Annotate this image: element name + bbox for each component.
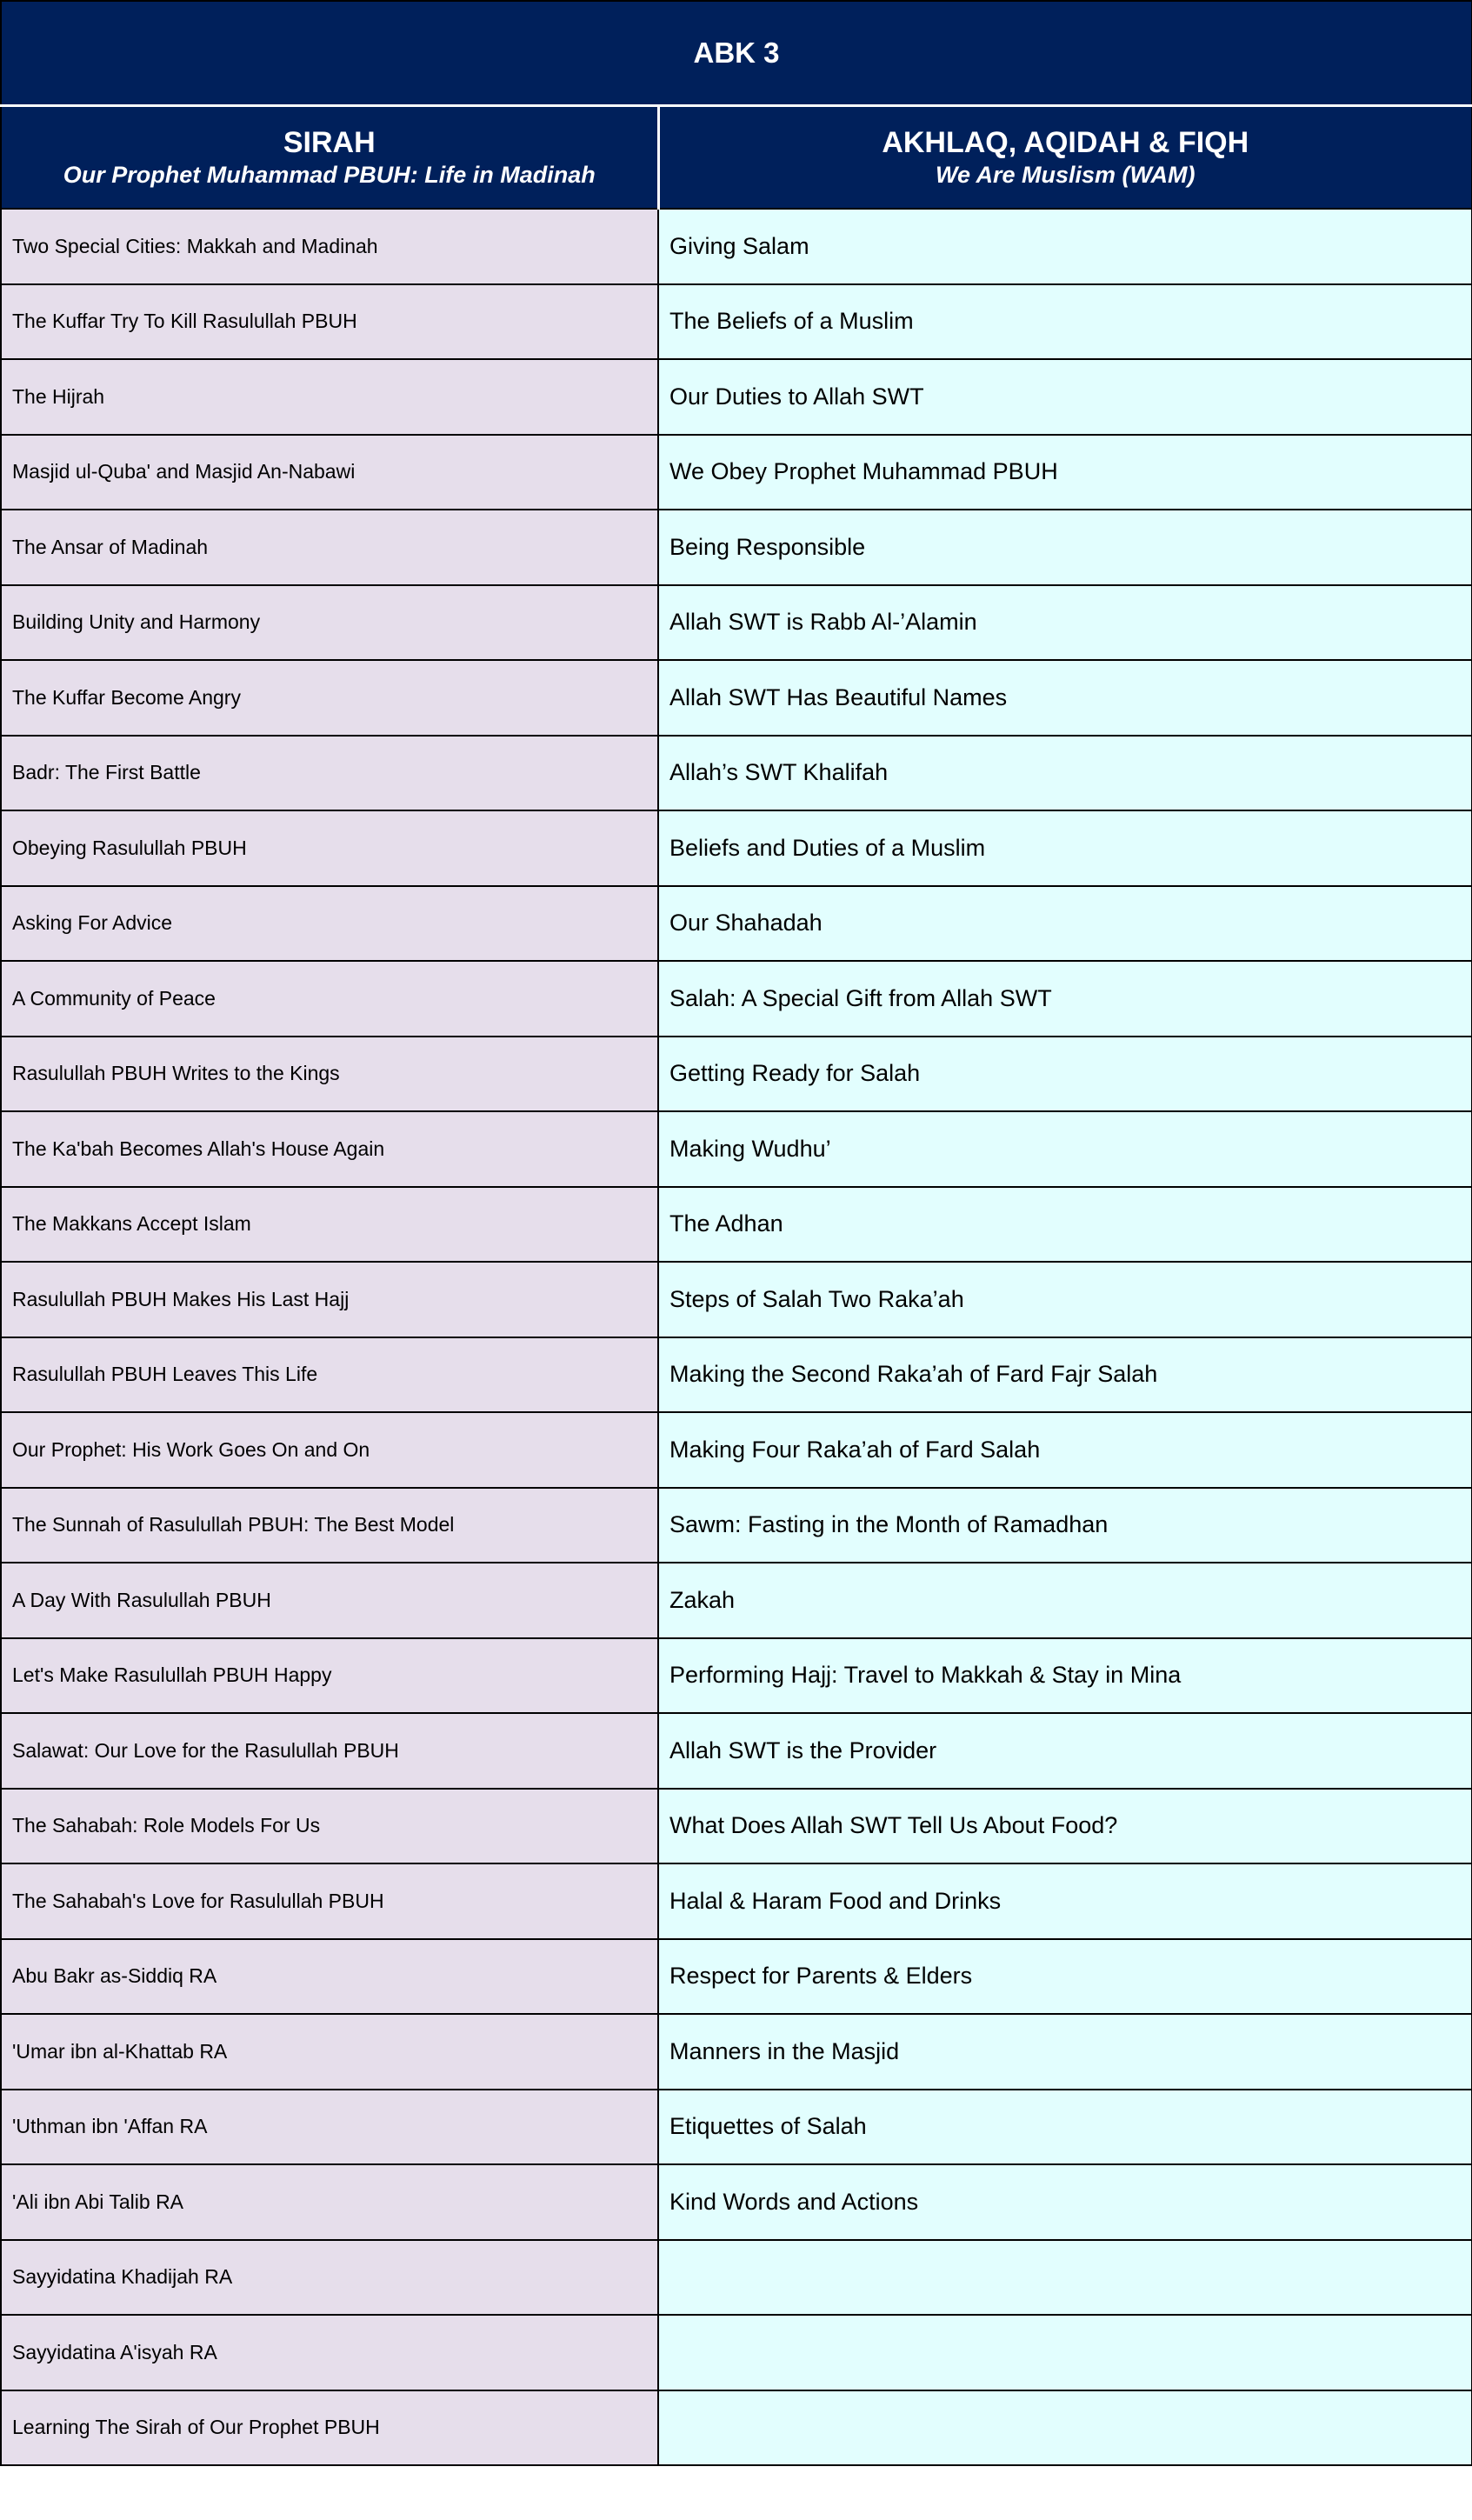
sirah-column-header bbox=[1, 106, 658, 210]
table-row bbox=[1, 2315, 1472, 2390]
sirah-topic-cell: Learning The Sirah of Our Prophet PBUH bbox=[1, 2390, 658, 2466]
table-row bbox=[1, 1563, 1472, 1638]
column-header-row bbox=[1, 106, 1472, 210]
sirah-topic-cell: 'Umar ibn al-Khattab RA bbox=[1, 2014, 658, 2090]
akhlaq-column-subtitle: We Are Muslism (WAM) bbox=[935, 162, 1196, 188]
sirah-topic-cell: Masjid ul-Quba' and Masjid An-Nabawi bbox=[1, 435, 658, 510]
sirah-topic-cell: Abu Bakr as-Siddiq RA bbox=[1, 1939, 658, 2015]
sirah-topic-cell: Salawat: Our Love for the Rasulullah PBUH bbox=[1, 1713, 658, 1789]
akhlaq-topic-cell: The Beliefs of a Muslim bbox=[658, 284, 1472, 360]
akhlaq-topic-cell: Our Duties to Allah SWT bbox=[658, 359, 1472, 435]
akhlaq-topic-cell: What Does Allah SWT Tell Us About Food? bbox=[658, 1789, 1472, 1864]
akhlaq-topic-cell: Giving Salam bbox=[658, 209, 1472, 284]
table-row bbox=[1, 1939, 1472, 2015]
sirah-topic-cell: The Sahabah's Love for Rasulullah PBUH bbox=[1, 1863, 658, 1939]
akhlaq-topic-cell: Sawm: Fasting in the Month of Ramadhan bbox=[658, 1488, 1472, 1563]
akhlaq-topic-cell: Respect for Parents & Elders bbox=[658, 1939, 1472, 2015]
table-row bbox=[1, 1262, 1472, 1337]
akhlaq-topic-cell: Zakah bbox=[658, 1563, 1472, 1638]
sirah-topic-cell: Let's Make Rasulullah PBUH Happy bbox=[1, 1638, 658, 1714]
table-row bbox=[1, 660, 1472, 736]
table-row bbox=[1, 359, 1472, 435]
akhlaq-topic-cell bbox=[658, 2315, 1472, 2390]
sirah-topic-cell: Rasulullah PBUH Leaves This Life bbox=[1, 1337, 658, 1413]
akhlaq-topic-cell: Allah SWT Has Beautiful Names bbox=[658, 660, 1472, 736]
akhlaq-topic-cell: Allah’s SWT Khalifah bbox=[658, 736, 1472, 811]
table-row bbox=[1, 2014, 1472, 2090]
table-row bbox=[1, 209, 1472, 284]
table-row bbox=[1, 1863, 1472, 1939]
table-body bbox=[1, 209, 1472, 2465]
table-row bbox=[1, 510, 1472, 585]
akhlaq-topic-cell: Performing Hajj: Travel to Makkah & Stay in Mina bbox=[658, 1638, 1472, 1714]
table-row bbox=[1, 810, 1472, 886]
akhlaq-topic-cell: Beliefs and Duties of a Muslim bbox=[658, 810, 1472, 886]
akhlaq-topic-cell: Steps of Salah Two Raka’ah bbox=[658, 1262, 1472, 1337]
akhlaq-column-header bbox=[658, 106, 1472, 210]
table-row bbox=[1, 2390, 1472, 2466]
sirah-topic-cell: Sayyidatina A'isyah RA bbox=[1, 2315, 658, 2390]
table-row bbox=[1, 961, 1472, 1037]
table-row bbox=[1, 1337, 1472, 1413]
akhlaq-topic-cell: Being Responsible bbox=[658, 510, 1472, 585]
table-row bbox=[1, 2164, 1472, 2240]
akhlaq-topic-cell bbox=[658, 2240, 1472, 2316]
table-row bbox=[1, 435, 1472, 510]
sirah-topic-cell: The Sunnah of Rasulullah PBUH: The Best Model bbox=[1, 1488, 658, 1563]
sirah-column-title: SIRAH bbox=[283, 126, 376, 159]
sirah-topic-cell: 'Ali ibn Abi Talib RA bbox=[1, 2164, 658, 2240]
akhlaq-topic-cell: Salah: A Special Gift from Allah SWT bbox=[658, 961, 1472, 1037]
akhlaq-topic-cell: We Obey Prophet Muhammad PBUH bbox=[658, 435, 1472, 510]
table-row bbox=[1, 1037, 1472, 1112]
table-title: ABK 3 bbox=[1, 1, 1472, 106]
table-row bbox=[1, 1187, 1472, 1263]
akhlaq-column-title: AKHLAQ, AQIDAH & FIQH bbox=[882, 126, 1249, 159]
table-row bbox=[1, 1713, 1472, 1789]
sirah-column-subtitle: Our Prophet Muhammad PBUH: Life in Madinah bbox=[63, 162, 596, 188]
akhlaq-topic-cell: Etiquettes of Salah bbox=[658, 2090, 1472, 2165]
sirah-topic-cell: The Ka'bah Becomes Allah's House Again bbox=[1, 1111, 658, 1187]
sirah-topic-cell: Obeying Rasulullah PBUH bbox=[1, 810, 658, 886]
akhlaq-topic-cell bbox=[658, 2390, 1472, 2466]
sirah-topic-cell: The Kuffar Become Angry bbox=[1, 660, 658, 736]
sirah-topic-cell: A Day With Rasulullah PBUH bbox=[1, 1563, 658, 1638]
akhlaq-topic-cell: Allah SWT is Rabb Al-’Alamin bbox=[658, 585, 1472, 661]
sirah-topic-cell: Our Prophet: His Work Goes On and On bbox=[1, 1412, 658, 1488]
akhlaq-topic-cell: Allah SWT is the Provider bbox=[658, 1713, 1472, 1789]
table-row bbox=[1, 736, 1472, 811]
sirah-topic-cell: The Makkans Accept Islam bbox=[1, 1187, 658, 1263]
sirah-topic-cell: The Sahabah: Role Models For Us bbox=[1, 1789, 658, 1864]
table-row bbox=[1, 2240, 1472, 2316]
table-row bbox=[1, 1488, 1472, 1563]
table-row bbox=[1, 886, 1472, 962]
sirah-topic-cell: Badr: The First Battle bbox=[1, 736, 658, 811]
sirah-topic-cell: A Community of Peace bbox=[1, 961, 658, 1037]
akhlaq-topic-cell: Making the Second Raka’ah of Fard Fajr Salah bbox=[658, 1337, 1472, 1413]
akhlaq-topic-cell: Kind Words and Actions bbox=[658, 2164, 1472, 2240]
table-row bbox=[1, 1789, 1472, 1864]
akhlaq-topic-cell: Manners in the Masjid bbox=[658, 2014, 1472, 2090]
sirah-topic-cell: 'Uthman ibn 'Affan RA bbox=[1, 2090, 658, 2165]
akhlaq-topic-cell: Getting Ready for Salah bbox=[658, 1037, 1472, 1112]
sirah-topic-cell: The Kuffar Try To Kill Rasulullah PBUH bbox=[1, 284, 658, 360]
sirah-topic-cell: Sayyidatina Khadijah RA bbox=[1, 2240, 658, 2316]
sirah-topic-cell: Rasulullah PBUH Makes His Last Hajj bbox=[1, 1262, 658, 1337]
table-row bbox=[1, 2090, 1472, 2165]
akhlaq-topic-cell: Halal & Haram Food and Drinks bbox=[658, 1863, 1472, 1939]
sirah-topic-cell: Two Special Cities: Makkah and Madinah bbox=[1, 209, 658, 284]
table-row bbox=[1, 1111, 1472, 1187]
akhlaq-topic-cell: The Adhan bbox=[658, 1187, 1472, 1263]
table-row bbox=[1, 1412, 1472, 1488]
sirah-topic-cell: The Hijrah bbox=[1, 359, 658, 435]
table-row bbox=[1, 1638, 1472, 1714]
sirah-topic-cell: The Ansar of Madinah bbox=[1, 510, 658, 585]
table-row bbox=[1, 585, 1472, 661]
sirah-topic-cell: Rasulullah PBUH Writes to the Kings bbox=[1, 1037, 658, 1112]
table-row bbox=[1, 284, 1472, 360]
title-row bbox=[1, 1, 1472, 106]
sirah-topic-cell: Asking For Advice bbox=[1, 886, 658, 962]
sirah-topic-cell: Building Unity and Harmony bbox=[1, 585, 658, 661]
akhlaq-topic-cell: Making Four Raka’ah of Fard Salah bbox=[658, 1412, 1472, 1488]
akhlaq-topic-cell: Making Wudhu’ bbox=[658, 1111, 1472, 1187]
akhlaq-topic-cell: Our Shahadah bbox=[658, 886, 1472, 962]
